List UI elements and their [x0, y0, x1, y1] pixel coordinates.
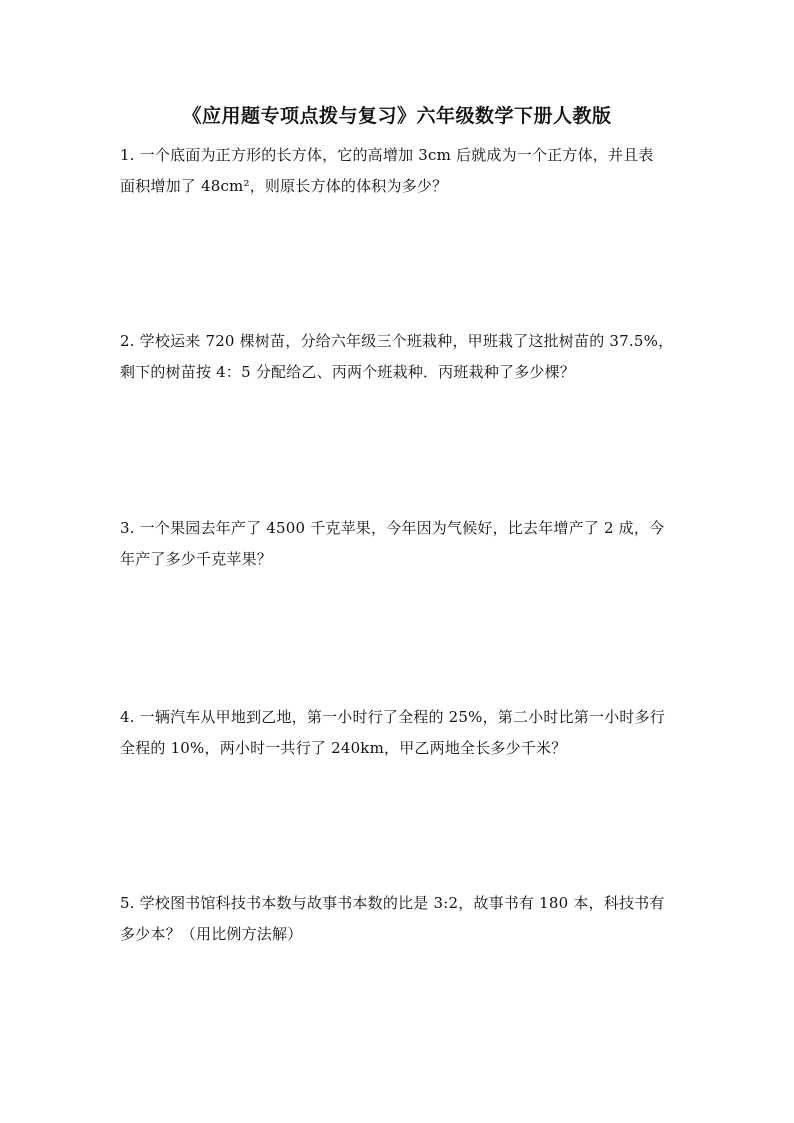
- question-5-line-1: 5. 学校图书馆科技书本数与故事书本数的比是 3:2，故事书有 180 本，科技书有: [120, 894, 665, 912]
- page-title: 《应用题专项点拨与复习》六年级数学下册人教版: [182, 105, 612, 127]
- question-4-line-2: 全程的 10%，两小时一共行了 240km，甲乙两地全长多少千米？: [120, 739, 567, 757]
- question-3-line-2: 年产了多少千克苹果？: [120, 550, 273, 568]
- question-3: [120, 513, 680, 575]
- question-1: [120, 140, 680, 202]
- question-1-line-2: 面积增加了 48cm²，则原长方体的体积为多少？: [120, 177, 448, 195]
- question-4-line-1: 4. 一辆汽车从甲地到乙地，第一小时行了全程的 25%，第二小时比第一小时多行: [120, 708, 665, 726]
- question-2-line-2: 剩下的树苗按 4：5 分配给乙、丙两个班栽种．丙班栽种了多少棵？: [120, 363, 576, 381]
- question-3-line-1: 3. 一个果园去年产了 4500 千克苹果，今年因为气候好，比去年增产了 2 成，今: [120, 519, 665, 537]
- question-4: [120, 702, 680, 764]
- question-5: [120, 888, 680, 950]
- question-2: [120, 326, 680, 388]
- question-5-line-2: 多少本？（用比例方法解）: [120, 925, 303, 943]
- question-2-line-1: 2. 学校运来 720 棵树苗，分给六年级三个班栽种，甲班栽了这批树苗的 37.5%，: [120, 332, 674, 350]
- question-1-line-1: 1. 一个底面为正方形的长方体，它的高增加 3cm 后就成为一个正方体，并且表: [120, 146, 654, 164]
